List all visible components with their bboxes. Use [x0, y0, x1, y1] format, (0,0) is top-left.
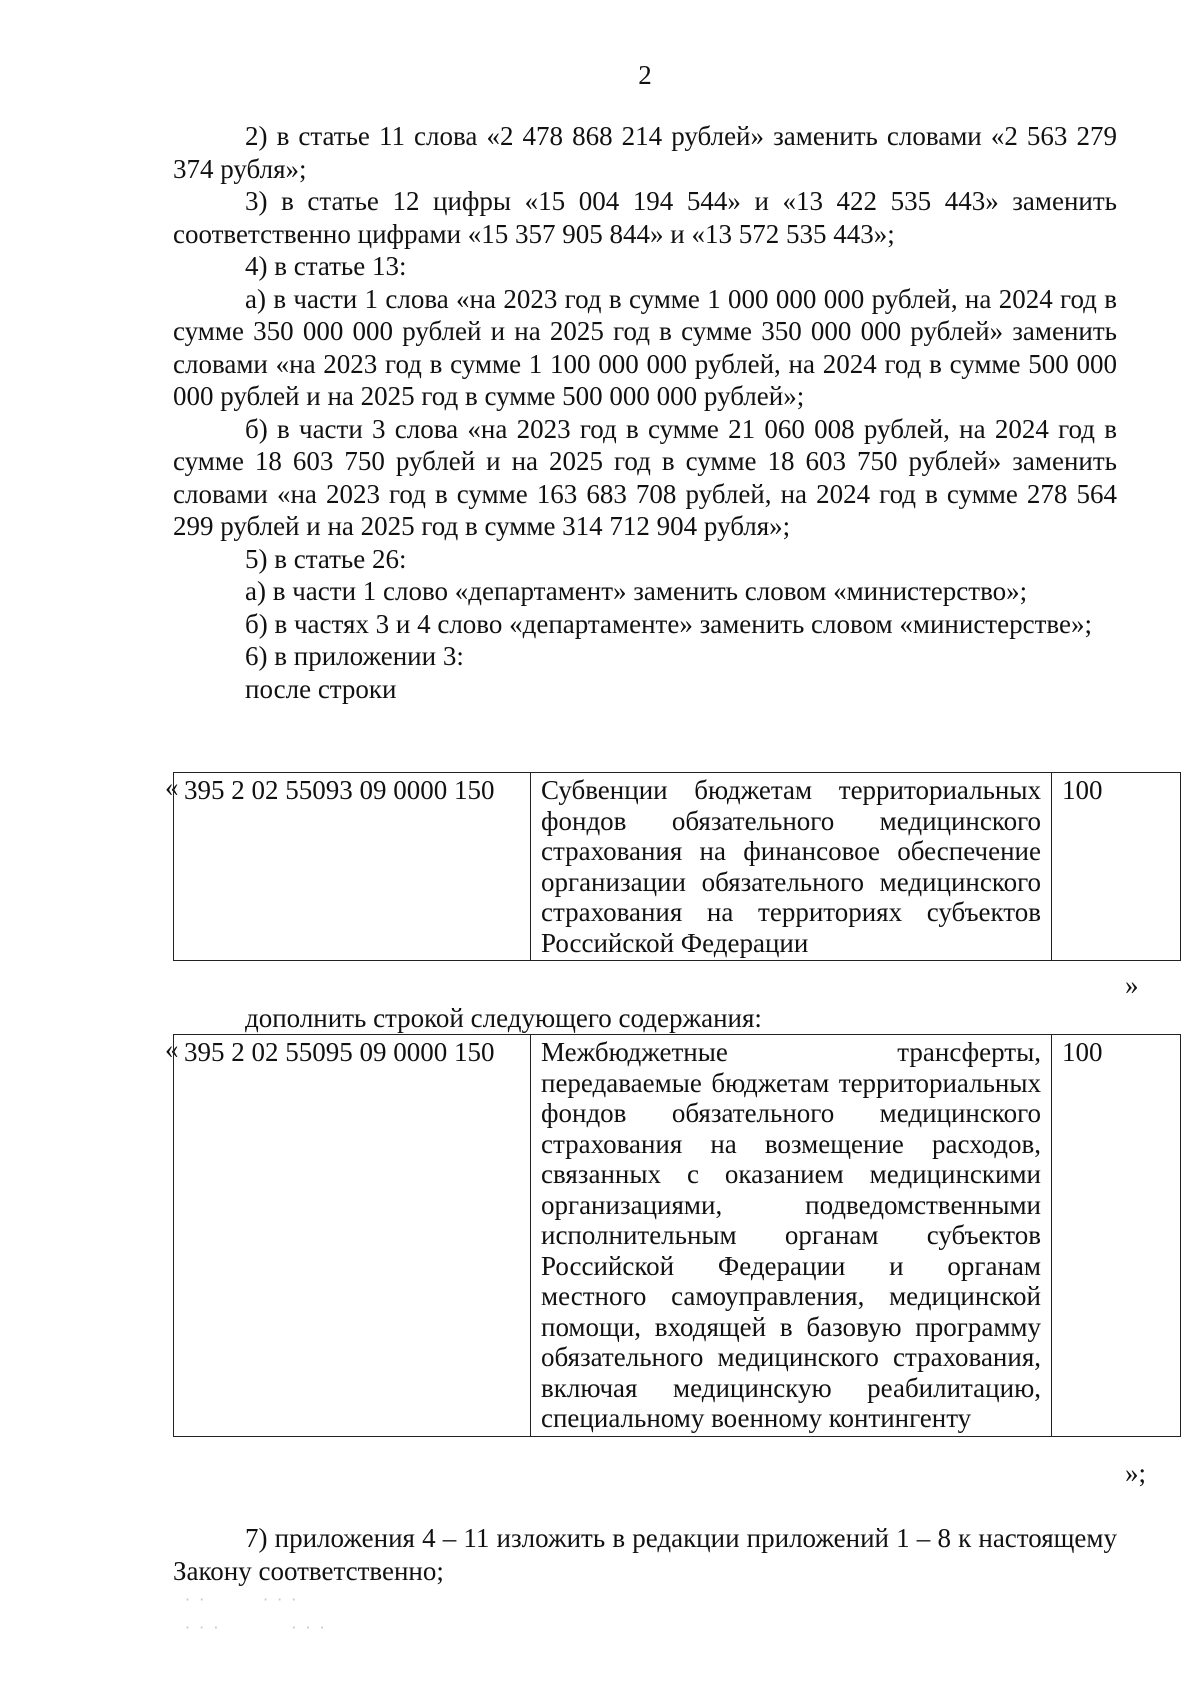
table2-quote-open: « — [165, 1034, 179, 1064]
paragraph-appendices-4-11: 7) приложения 4 – 11 изложить в редакции приложений 1 – 8 к настоящему Закону соответственно; — [173, 1523, 1117, 1586]
table1-description-cell: Субвенции бюджетам территориальных фондов обязательного медицинского страхования на финансовое обеспечение организации обязательного медицинского страхования на территориях субъектов Российской Федерации — [531, 773, 1052, 961]
faint-stamp-artifact-2: · · · · · · — [185, 1618, 327, 1637]
paragraph-article-13: 4) в статье 13: — [245, 251, 407, 281]
table1-quote-close: » — [1125, 970, 1139, 1000]
paragraph-article-26-b: б) в частях 3 и 4 слово «департаменте» заменить словом «министерстве»; — [245, 608, 1092, 639]
table2-value-cell: 100 — [1052, 1035, 1181, 1437]
amendment-text — [173, 120, 1117, 705]
faint-stamp-artifact: · · · · · — [185, 1590, 299, 1609]
paragraph-article-26-a: а) в части 1 слово «департамент» заменить словом «министерство»; — [245, 576, 1028, 606]
paragraph-appendix-3: 6) в приложении 3: — [245, 641, 464, 671]
paragraph-article-11: 2) в статье 11 слова «2 478 868 214 рублей» заменить словами «2 563 279 374 рубля»; — [173, 121, 1117, 184]
final-paragraph-wrap — [173, 1522, 1117, 1587]
table2-description-cell: Межбюджетные трансферты, передаваемые бюджетам территориальных фондов обязательного медицинского страхования на возмещение расходов, связанных с оказанием медицинскими организациями, подведомственными исполнительным органам субъектов Российской Федерации и органам местного самоуправления, медицинской помощи, входящей в базовую программу обязательного медицинского страхования, включая медицинскую реабилитацию, специальному военному контингенту — [531, 1035, 1052, 1437]
table2-code-cell: 395 2 02 55095 09 0000 150 — [174, 1035, 531, 1437]
page-number: 2 — [638, 60, 652, 90]
table2-wrap — [173, 1034, 1117, 1437]
table1-value-cell: 100 — [1052, 773, 1181, 961]
paragraph-article-13-b: б) в части 3 слова «на 2023 год в сумме 21 060 008 рублей, на 2024 год в сумме 18 603 750 рублей и на 2025 год в сумме 18 603 750 рублей» заменить словами «на 2023 год в сумме 163 683 708 рублей, на 2024 год в сумме 278 564 299 рублей и на 2025 год в сумме 314 712 904 рубля»; — [173, 413, 1117, 541]
paragraph-after-row: после строки — [245, 673, 397, 704]
table2 — [173, 1034, 1181, 1437]
table1-code-cell: 395 2 02 55093 09 0000 150 — [174, 773, 531, 961]
table1-quote-open: « — [165, 772, 179, 802]
table1-wrap — [173, 772, 1117, 961]
paragraph-article-26: 5) в статье 26: — [245, 543, 407, 574]
middle-line: дополнить строкой следующего содержания: — [245, 1003, 762, 1033]
table-row — [174, 773, 1181, 961]
table-row — [174, 1035, 1181, 1437]
table2-quote-close: »; — [1125, 1458, 1147, 1488]
paragraph-article-13-a: а) в части 1 слова «на 2023 год в сумме 1 000 000 000 рублей, на 2024 год в сумме 350 000 000 рублей и на 2025 год в сумме 350 000 000 рублей» заменить словами «на 2023 год в сумме 1 100 000 000 рублей, на 2024 год в сумме 500 000 000 рублей и на 2025 год в сумме 500 000 000 рублей»; — [173, 283, 1117, 411]
table1 — [173, 772, 1181, 961]
paragraph-article-12: 3) в статье 12 цифры «15 004 194 544» и «13 422 535 443» заменить соответственно цифрами «15 357 905 844» и «13 572 535 443»; — [173, 186, 1117, 249]
